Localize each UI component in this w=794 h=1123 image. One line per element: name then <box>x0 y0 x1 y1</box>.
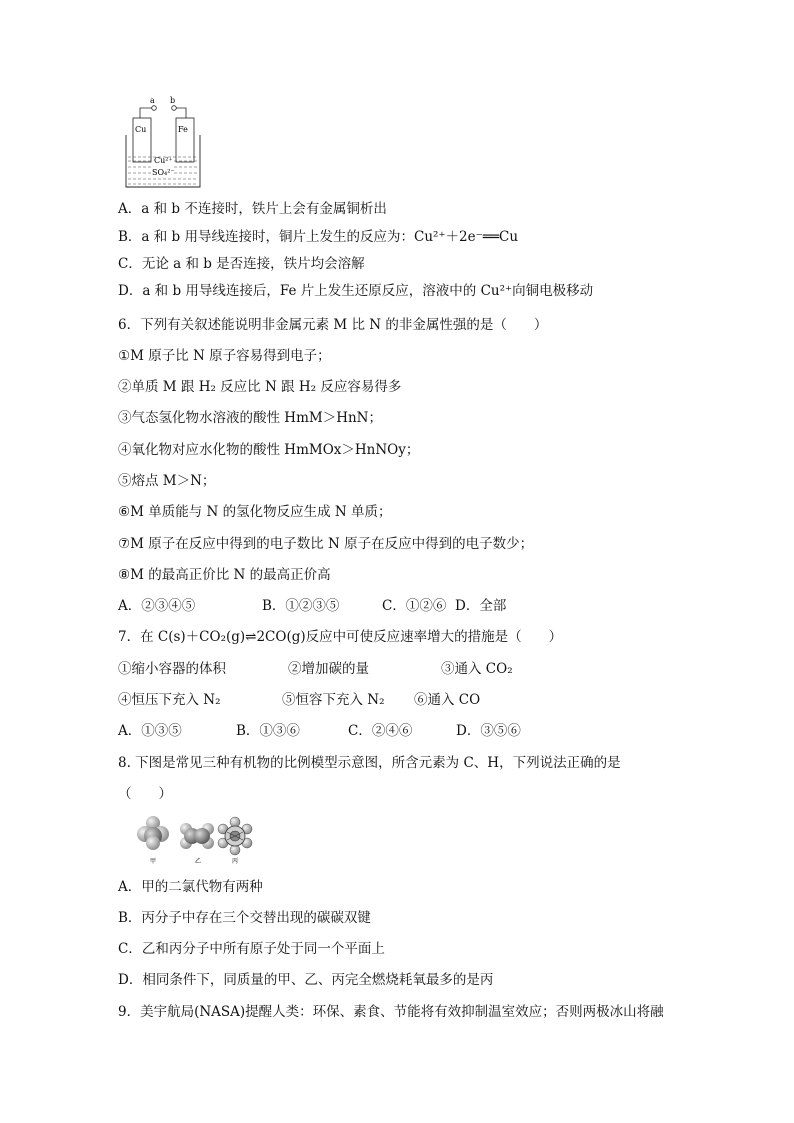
terminal-b-label: b <box>170 96 176 105</box>
q6-item-7: ⑦M 原子在反应中得到的电子数比 N 原子在反应中得到的电子数少； <box>118 536 534 552</box>
q8-paren: （ ） <box>118 786 172 802</box>
q6-option-c: C．①②⑥ <box>382 598 447 614</box>
q6-item-1: ①M 原子比 N 原子容易得到电子； <box>118 348 331 364</box>
benzene-model <box>218 817 252 855</box>
q8-option-d: D．相同条件下，同质量的甲、乙、丙完全燃烧耗氧最多的是丙 <box>118 972 494 988</box>
fe-label: Fe <box>178 125 188 134</box>
q7-item-5: ⑤恒容下充入 N₂ <box>282 692 385 708</box>
q7-item-6: ⑥通入 CO <box>414 692 481 708</box>
q5-option-a: A．a 和 b 不连接时，铁片上会有金属铜析出 <box>118 201 387 217</box>
galvanic-cell-figure <box>122 95 204 191</box>
label-bing: 丙 <box>232 858 239 865</box>
q7-option-d: D．③⑤⑥ <box>456 723 521 739</box>
cu-label: Cu <box>135 125 147 134</box>
q8-option-c: C．乙和丙分子中所有原子处于同一个平面上 <box>118 941 385 957</box>
q7-option-b: B．①③⑥ <box>236 723 300 739</box>
q7-option-c: C．②④⑥ <box>348 723 413 739</box>
terminal-a-label: a <box>150 96 155 105</box>
q5-option-b: B．a 和 b 用导线连接时，铜片上发生的反应为：Cu²⁺＋2e⁻══Cu <box>118 229 519 245</box>
q9-stem: 9．美宇航局(NASA)提醒人类：环保、素食、节能将有效抑制温室效应；否则两极冰山将融 <box>118 1004 664 1020</box>
molecule-models-figure <box>130 812 260 866</box>
q6-item-3: ③气态氢化物水溶液的酸性 HmM＞HnN； <box>118 410 382 426</box>
label-jia: 甲 <box>150 858 157 865</box>
q8-option-b: B．丙分子中存在三个交替出现的碳碳双键 <box>118 910 371 926</box>
q6-item-8: ⑧M 的最高正价比 N 的最高正价高 <box>118 567 331 583</box>
ion-so4-label: SO₄²⁻ <box>152 168 175 177</box>
q5-option-d: D．a 和 b 用导线连接后，Fe 片上发生还原反应，溶液中的 Cu²⁺向铜电极移动 <box>118 283 594 299</box>
q7-option-a: A．①③⑤ <box>118 723 182 739</box>
q6-option-d: D．全部 <box>455 598 507 614</box>
q6-stem: 6．下列有关叙述能说明非金属元素 M 比 N 的非金属性强的是（ ） <box>118 317 548 333</box>
q7-item-4: ④恒压下充入 N₂ <box>118 692 221 708</box>
q8-stem: 8. 下图是常见三种有机物的比例模型示意图，所含元素为 C、H，下列说法正确的是 <box>118 755 621 771</box>
q7-item-1: ①缩小容器的体积 <box>118 661 226 677</box>
ethylene-model <box>180 823 214 849</box>
q5-option-c: C．无论 a 和 b 是否连接，铁片均会溶解 <box>118 256 365 272</box>
q6-item-6: ⑥M 单质能与 N 的氢化物反应生成 N 单质； <box>118 504 392 520</box>
q6-item-4: ④氧化物对应水化物的酸性 HmMOx＞HnNOy； <box>118 442 420 458</box>
q7-stem: 7．在 C(s)＋CO₂(g)⇌2CO(g)反应中可使反应速率增大的措施是（ ） <box>118 629 563 645</box>
label-yi: 乙 <box>195 858 202 865</box>
q8-option-a: A．甲的二氯代物有两种 <box>118 879 263 895</box>
ion-cu-label: Cu²⁺ <box>154 156 173 165</box>
q7-item-2: ②增加碳的量 <box>288 661 369 677</box>
methane-model <box>137 816 169 850</box>
q6-option-a: A．②③④⑤ <box>118 598 196 614</box>
q6-option-b: B．①②③⑤ <box>262 598 340 614</box>
q6-item-2: ②单质 M 跟 H₂ 反应比 N 跟 H₂ 反应容易得多 <box>118 379 402 395</box>
q7-item-3: ③通入 CO₂ <box>441 661 513 677</box>
q6-item-5: ⑤熔点 M＞N； <box>118 473 216 489</box>
